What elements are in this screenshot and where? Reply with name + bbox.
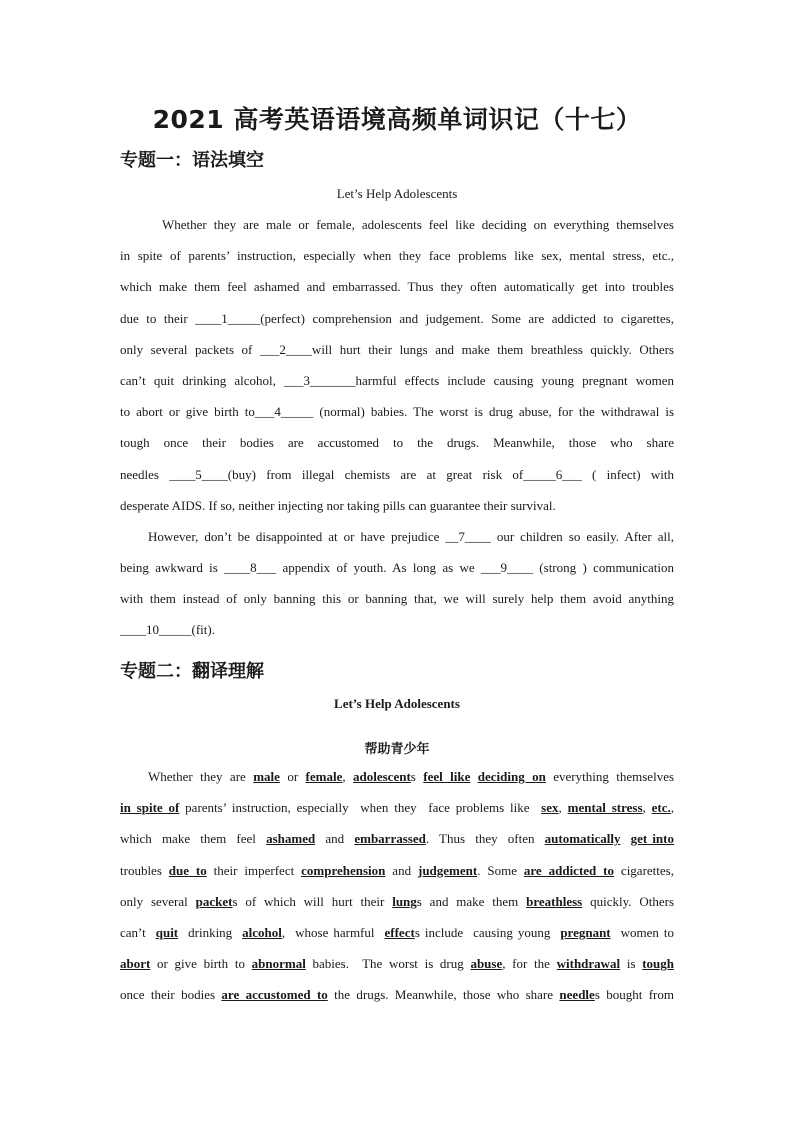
vocabulary-term: in spite of (120, 800, 180, 816)
vocabulary-term: female (305, 769, 343, 784)
passage-line: in spite of parents’ instruction, especially when they face problems like sex, mental stress, etc., (120, 248, 674, 264)
vocabulary-term: breathless (526, 893, 583, 909)
passage-line: can’t quit drinking alcohol, ___3_______harmful effects include causing young pregnant women (120, 372, 674, 388)
passage-text: cigarettes, (614, 862, 674, 878)
section-2-passage-title-cn: 帮助青少年 (364, 742, 430, 757)
passage-text: s of which will hurt their (232, 893, 393, 909)
passage-text: , (342, 769, 354, 784)
passage-text (620, 831, 630, 846)
vocabulary-term: alcohol (242, 924, 282, 940)
passage-text: is (620, 956, 643, 972)
passage-text: Whether they are (148, 769, 254, 784)
passage-text: s include causing young (414, 924, 561, 940)
vocabulary-term: male (253, 769, 280, 784)
vocabulary-term: judgement (417, 862, 478, 878)
vocabulary-term: are addicted to (523, 862, 615, 878)
passage-line: tough once their bodies are accustomed to the drugs. Meanwhile, those who share (120, 435, 674, 451)
vocabulary-term: automatically (544, 831, 621, 847)
section-1-passage-title: Let’s Help Adolescents (336, 186, 458, 201)
vocabulary-term: packet (195, 893, 233, 909)
passage-text: and (385, 862, 418, 878)
passage-text (470, 769, 477, 784)
vocabulary-term: abuse (470, 956, 503, 972)
passage-line (120, 891, 674, 922)
passage-text: drinking (178, 924, 243, 940)
passage-line: needles ____5____(buy) from illegal chemists are at great risk of_____6___ ( infect) with (120, 466, 674, 482)
passage-text: everything themselves (545, 769, 675, 784)
passage-text: only several (120, 893, 196, 909)
section-2-heading: 专题二：翻译理解 (120, 661, 264, 682)
passage-text: quickly. Others (582, 893, 674, 909)
passage-line: due to their ____1_____(perfect) comprehension and judgement. Some are addicted to cigarettes, (120, 310, 674, 326)
vocabulary-term: embarrassed (354, 831, 426, 847)
vocabulary-term: abnormal (251, 956, 306, 972)
passage-line (120, 797, 674, 828)
section-1-heading: 专题一：语法填空 (120, 150, 264, 171)
passage-text: s bought from (594, 987, 674, 1003)
section-1-passage (120, 214, 674, 651)
passage-line: only several packets of ___2____will hurt their lungs and make them breathless quickly. Others (120, 341, 674, 357)
passage-text: troubles (120, 862, 169, 878)
passage-text: their imperfect (206, 862, 302, 878)
vocabulary-term: mental stress (567, 800, 643, 816)
vocabulary-term: due to (168, 862, 207, 878)
passage-text: , for the (502, 956, 557, 972)
passage-text: , whose harmful (281, 924, 385, 940)
passage-text: or (279, 769, 306, 784)
passage-text: , (670, 800, 674, 816)
vocabulary-term: pregnant (560, 924, 611, 940)
vocabulary-term: adolescent (353, 769, 411, 784)
vocabulary-term: deciding on (477, 769, 546, 784)
passage-line: being awkward is ____8___ appendix of youth. As long as we ___9____ (strong ) communication (120, 560, 674, 576)
passage-text: s (410, 769, 424, 784)
passage-text: , (558, 800, 568, 816)
passage-line: desperate AIDS. If so, neither injecting nor taking pills can guarantee their survival. (120, 497, 556, 513)
vocabulary-term: lung (392, 893, 417, 909)
passage-line (120, 922, 674, 953)
passage-line: with them instead of only banning this or banning that, we will surely help them avoid anything (120, 591, 674, 607)
vocabulary-term: feel like (423, 769, 471, 784)
passage-text: the drugs. Meanwhile, those who share (327, 987, 560, 1003)
vocabulary-term: tough (642, 956, 675, 972)
passage-text: , (642, 800, 652, 816)
vocabulary-term: etc. (651, 800, 671, 816)
passage-line: Whether they are male or female, adolescents feel like deciding on everything themselves (162, 217, 674, 232)
passage-text: which make them feel (120, 831, 267, 847)
passage-text: babies. The worst is drug (305, 956, 471, 972)
vocabulary-term: effect (384, 924, 415, 940)
vocabulary-term: sex (541, 800, 559, 816)
passage-line: However, don’t be disappointed at or have prejudice __7____ our children so easily. After all, (148, 528, 674, 544)
vocabulary-term: needle (559, 987, 595, 1003)
passage-text: s and make them (416, 893, 527, 909)
passage-text: once their bodies (120, 987, 222, 1003)
vocabulary-term: abort (120, 956, 151, 972)
passage-line (120, 953, 674, 984)
passage-line (120, 984, 674, 1015)
vocabulary-term: comprehension (301, 862, 386, 878)
passage-line: to abort or give birth to___4_____ (normal) babies. The worst is drug abuse, for the withdrawal is (120, 404, 674, 420)
passage-text: parents’ instruction, especially when they face problems like (179, 800, 542, 816)
passage-line (120, 766, 674, 797)
passage-line (120, 828, 674, 859)
passage-text: . Some (477, 862, 524, 878)
vocabulary-term: ashamed (266, 831, 316, 847)
section-2-passage (120, 766, 674, 1016)
passage-text: and (315, 831, 355, 847)
section-2-passage-title: Let’s Help Adolescents (334, 696, 460, 711)
vocabulary-term: are accustomed to (221, 987, 328, 1003)
passage-line (120, 860, 674, 891)
passage-text: or give birth to (150, 956, 252, 972)
vocabulary-term: withdrawal (556, 956, 621, 972)
vocabulary-term: quit (155, 924, 179, 940)
passage-line: ____10_____(fit). (120, 622, 215, 638)
passage-text: women to (610, 924, 674, 940)
passage-text: can’t (120, 924, 156, 940)
document-title: 2021 高考英语语境高频单词识记（十七） (152, 105, 642, 134)
passage-text: . Thus they often (425, 831, 545, 847)
vocabulary-term: get into (630, 831, 674, 847)
passage-line: which make them feel ashamed and embarrassed. Thus they often automatically get into troubles (120, 279, 674, 295)
